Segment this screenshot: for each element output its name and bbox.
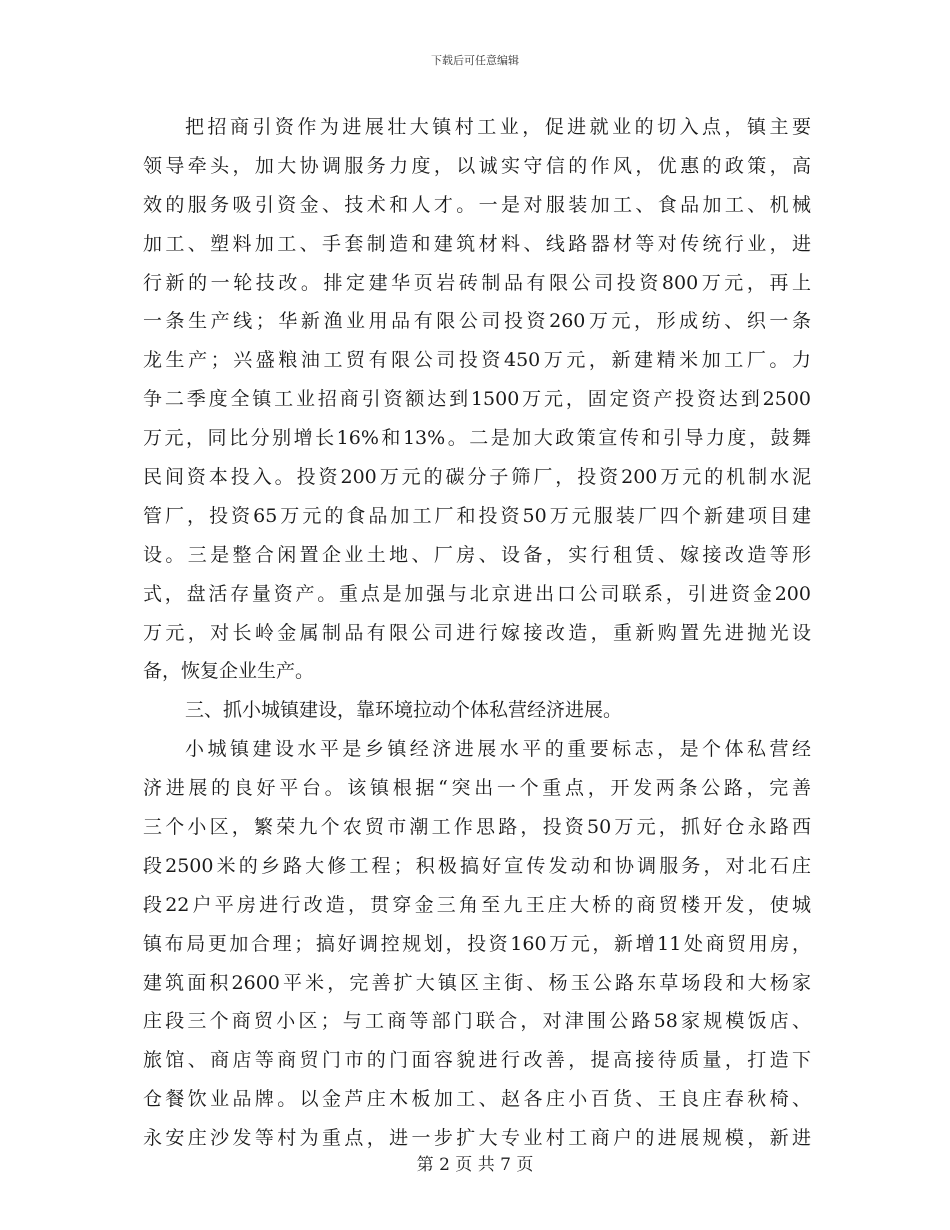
text-line: 庄段三个商贸小区；与工商等部门联合，对津围公路58家规模饭店、 (143, 1010, 811, 1033)
text-line: 仓餐饮业品牌。以金芦庄木板加工、赵各庄小百货、王良庄春秋椅、 (143, 1088, 811, 1111)
text-line: 领导牵头，加大协调服务力度，以诚实守信的作风，优惠的政策，高 (143, 154, 811, 177)
text-line: 民间资本投入。投资200万元的碳分子筛厂，投资200万元的机制水泥 (143, 466, 811, 489)
text-line: 争二季度全镇工业招商引资额达到1500万元，固定资产投资达到2500 (143, 388, 811, 411)
text-line: 济进展的良好平台。该镇根据“突出一个重点，开发两条公路，完善 (143, 777, 811, 800)
text-line: 旅馆、商店等商贸门市的门面容貌进行改善，提高接待质量，打造下 (143, 1049, 811, 1072)
text-line: 镇布局更加合理；搞好调控规划，投资160万元，新增11处商贸用房， (143, 932, 811, 955)
page-header: 下载后可任意编辑 (431, 54, 519, 67)
text-line: 万元，对长岭金属制品有限公司进行嫁接改造，重新购置先进抛光设 (143, 621, 811, 644)
text-line: 效的服务吸引资金、技术和人才。一是对服装加工、食品加工、机械 (143, 193, 811, 216)
text-line: 段2500米的乡路大修工程；积极搞好宣传发动和协调服务，对北石庄 (143, 854, 811, 877)
text-line: 把招商引资作为进展壮大镇村工业，促进就业的切入点，镇主要 (185, 116, 811, 138)
text-line: 小城镇建设水平是乡镇经济进展水平的重要标志，是个体私营经 (185, 738, 811, 761)
text-line: 一条生产线；华新渔业用品有限公司投资260万元，形成纺、织一条 (143, 310, 811, 333)
text-line: 三个小区，繁荣九个农贸市潮工作思路，投资50万元，抓好仓永路西 (143, 816, 811, 839)
document-body (143, 108, 811, 1158)
text-line: 设。三是整合闲置企业土地、厂房、设备，实行租赁、嫁接改造等形 (143, 543, 811, 566)
text-line: 管厂，投资65万元的食品加工厂和投资50万元服装厂四个新建项目建 (143, 504, 811, 527)
text-line: 备，恢复企业生产。 (143, 660, 315, 683)
text-line: 三、抓小城镇建设，靠环境拉动个体私营经济进展。 (185, 699, 623, 722)
text-line: 行新的一轮技改。排定建华页岩砖制品有限公司投资800万元，再上 (143, 271, 811, 294)
text-line: 永安庄沙发等村为重点，进一步扩大专业村工商户的进展规模，新进 (143, 1127, 811, 1150)
text-line: 龙生产；兴盛粮油工贸有限公司投资450万元，新建精米加工厂。力 (143, 349, 811, 372)
text-line: 万元，同比分别增长16%和13%。二是加大政策宣传和引导力度，鼓舞 (143, 427, 811, 450)
text-line: 段22户平房进行改造，贯穿金三角至九王庄大桥的商贸楼开发，使城 (143, 893, 811, 916)
text-line: 加工、塑料加工、手套制造和建筑材料、线路器材等对传统行业，进 (143, 232, 811, 255)
text-line: 建筑面积2600平米，完善扩大镇区主街、杨玉公路东草场段和大杨家 (143, 971, 811, 994)
page-footer: 第 2 页 共 7 页 (416, 1155, 534, 1175)
text-line: 式，盘活存量资产。重点是加强与北京进出口公司联系，引进资金200 (143, 582, 811, 605)
